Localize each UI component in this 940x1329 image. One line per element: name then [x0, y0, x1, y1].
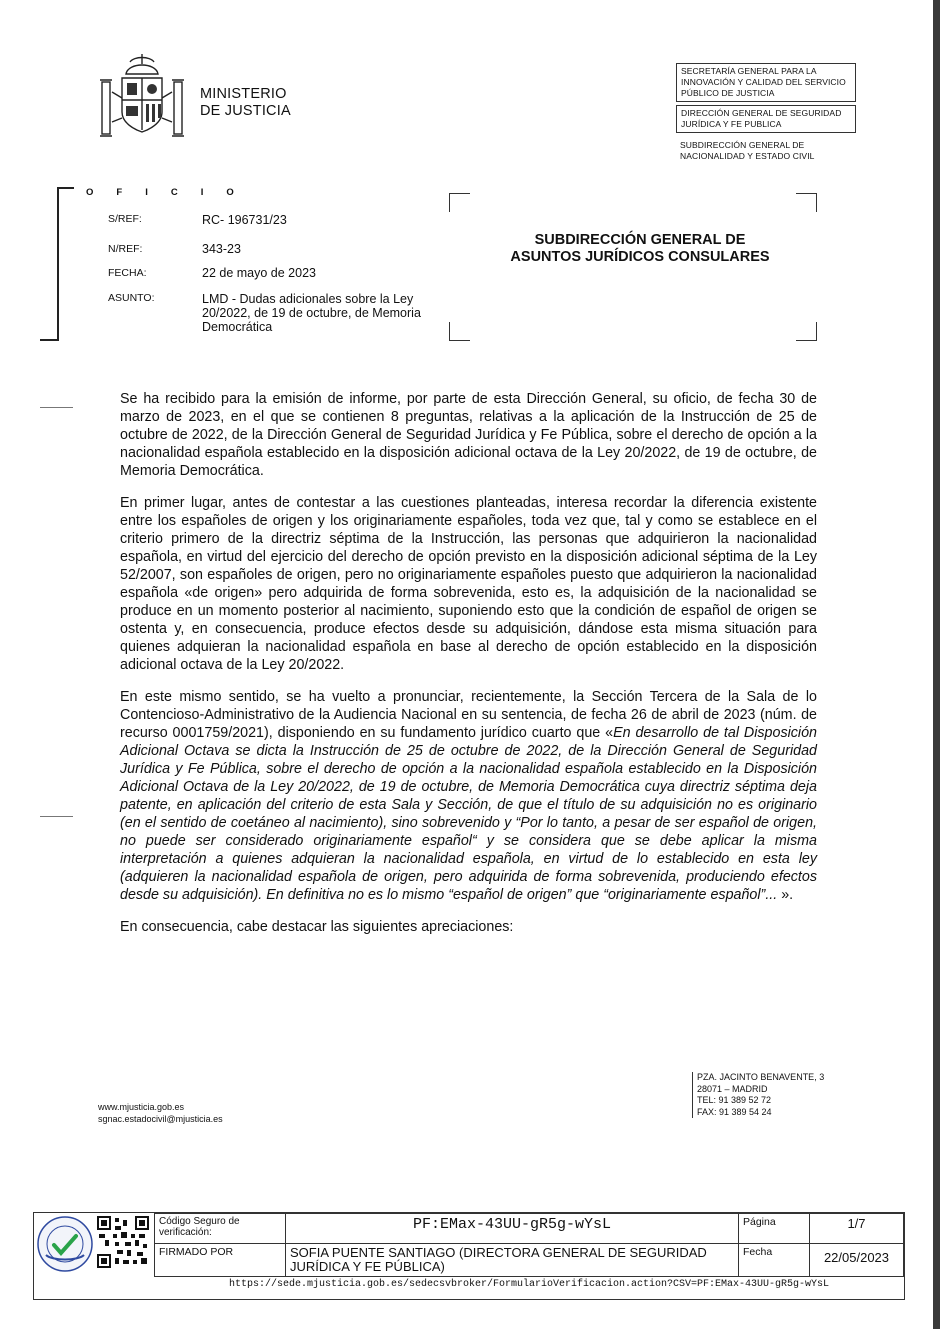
footer-contact [98, 1101, 223, 1125]
paragraph-3-quote: En desarrollo de tal Disposición Adicional Octava se dicta la Instrucción de 25 de octubre de 2022, de la Dirección General de Seguridad Jurídica y Fe Pública, sobre el derecho de opción a la nacionalidad española establecido en la Disposición Adicional Octava de la Ley 20/2022, de 19 de octubre, de Memoria Democrática cuya directriz séptima deja patente, en aplicación del criterio de esta Sala y Sección, de que el título de su adquisición no es originario (en el sentido de coetáneo al nacimiento), sino sobrevenido y “Por lo tanto, a pesar de ser español de origen, no puede ser considerado originariamente español“ y se considera que se debe aplicar la misma interpretación a quienes adquieran la nacionalidad española, en virtud de lo establecido en esta ley (adquieren la nacionalidad española de origen, pero adquirida de forma sobrevenida, produciendo efectos desde su adquisición). En definitiva no es lo mismo “español de origen” que “originariamente español”... [120, 725, 817, 903]
recipient-line-2: ASUNTOS JURÍDICOS CONSULARES [510, 249, 770, 265]
coat-of-arms-icon [96, 52, 188, 150]
paragraph-2: En primer lugar, antes de contestar a las cuestiones planteadas, interesa recordar la diferencia existente entre los españoles de origen y los originariamente españoles, toda vez que, tal y como se establece en el criterio primero de la directriz séptima de la Instrucción, las personas que adquirieron la nacionalidad española, en virtud del ejercicio del derecho de opción previsto en la disposición adicional séptima de la Ley 52/2007, son españoles de origen, pero no originariamente españoles puesto que adquirieron la nacionalidad española «de origen» pero adquirida de forma sobrevenida, esto es, la adquisición de la nacionalidad se produce en un momento posterior al nacimiento, suponiendo esto que la condición de español de origen se ostenta y, en consecuencia, produce efectos desde su adquisición, dándose esta misma situación para quienes adquieran la nacionalidad española en base al derecho de opción establecido en la disposición adicional octava de la Ley 20/2022. [120, 495, 817, 673]
website-link[interactable]: www.mjusticia.gob.es [98, 1102, 185, 1112]
csv-code: PF:EMax-43UU-gR5g-wYsL [286, 1214, 739, 1244]
sref-value: RC- 196731/23 [202, 213, 287, 227]
organization-hierarchy [676, 63, 856, 166]
nref-label: N/REF: [108, 243, 143, 255]
fold-mark-top [40, 407, 73, 408]
recipient-line-1: SUBDIRECCIÓN GENERAL DE [534, 232, 746, 248]
page-edge-shadow [933, 0, 940, 1329]
address-line-2: 28071 – MADRID [697, 1083, 768, 1094]
page-number: 1/7 [810, 1214, 904, 1244]
fold-mark-middle [40, 816, 73, 817]
email-link[interactable]: sgnac.estadocivil@mjusticia.es [98, 1114, 223, 1124]
letter-body [120, 390, 817, 950]
signature-table [154, 1213, 904, 1277]
sref-label: S/REF: [108, 213, 142, 225]
address-line-1: PZA. JACINTO BENAVENTE, 3 [697, 1072, 825, 1082]
ministry-line-1: MINISTERIO [200, 86, 287, 102]
page-label: Página [739, 1214, 810, 1244]
signature-verification-box [33, 1212, 905, 1300]
date-label: Fecha [739, 1244, 810, 1277]
fecha-value: 22 de mayo de 2023 [202, 266, 316, 280]
ministry-name [200, 86, 291, 120]
fecha-label: FECHA: [108, 267, 147, 279]
paragraph-3 [120, 688, 817, 904]
oficio-bracket [40, 187, 74, 341]
csv-label: Código Seguro de verificación: [155, 1214, 286, 1244]
paragraph-1: Se ha recibido para la emisión de informe, por parte de esta Dirección General, su oficio, de fecha 30 de marzo de 2023, en el que se contienen 8 preguntas, relativas a la aplicación de la Instrucción de 25 de octubre de 2022, de la Dirección General de Seguridad Jurídica y Fe Pública, sobre el derecho de opción a la nacionalidad española establecido en la disposición adicional octava de la Ley 20/2022, de 19 de octubre, de Memoria Democrática. [120, 391, 817, 479]
frame-corner-top-left [449, 193, 470, 212]
org-box-direccion: DIRECCIÓN GENERAL DE SEGURIDAD JURÍDICA Y FE PUBLICA [676, 105, 856, 133]
frame-corner-bottom-left [449, 322, 470, 341]
oficio-title: OFICIO [86, 187, 257, 198]
digital-signature-seal-icon [36, 1215, 94, 1273]
signed-by-label: FIRMADO POR [155, 1244, 286, 1277]
paragraph-3-end: ». [781, 887, 794, 903]
signer-name: SOFIA PUENTE SANTIAGO (DIRECTORA GENERAL DE SEGURIDAD JURÍDICA Y FE PÚBLICA) [286, 1244, 739, 1277]
paragraph-3-intro: En este mismo sentido, se ha vuelto a pronunciar, recientemente, la Sección Tercera de la Sala de lo Contencioso-Administrativo de la Audiencia Nacional en su sentencia, de fecha 26 de abril de 2023 (núm. de recurso 0001759/2021), disponiendo en su fundamento jurídico cuarto que « [120, 689, 817, 741]
paragraph-4: En consecuencia, cabe destacar las siguientes apreciaciones: [120, 919, 514, 935]
ministry-line-2: DE JUSTICIA [200, 103, 291, 119]
qr-code-icon [97, 1216, 149, 1268]
footer-address [692, 1072, 824, 1118]
asunto-label: ASUNTO: [108, 292, 155, 304]
asunto-value: LMD - Dudas adicionales sobre la Ley 20/2022, de 19 de octubre, de Memoria Democrática [202, 292, 421, 334]
nref-value: 343-23 [202, 242, 241, 256]
frame-corner-top-right [796, 193, 817, 212]
address-fax: FAX: 91 389 54 24 [697, 1106, 772, 1117]
verification-url[interactable]: https://sede.mjusticia.gob.es/sedecsvbroker/FormularioVerificacion.action?CSV=PF:EMax-43UU-gR5g-wYsL [228, 1279, 830, 1290]
org-subdireccion: SUBDIRECCIÓN GENERAL DE NACIONALIDAD Y ESTADO CIVIL [680, 140, 815, 161]
recipient-name [480, 232, 800, 266]
address-phone: TEL: 91 389 52 72 [697, 1095, 772, 1105]
signature-date: 22/05/2023 [810, 1244, 904, 1277]
org-box-secretaria: SECRETARÍA GENERAL PARA LA INNOVACIÓN Y CALIDAD DEL SERVICIO PÚBLICO DE JUSTICIA [676, 63, 856, 102]
frame-corner-bottom-right [796, 322, 817, 341]
